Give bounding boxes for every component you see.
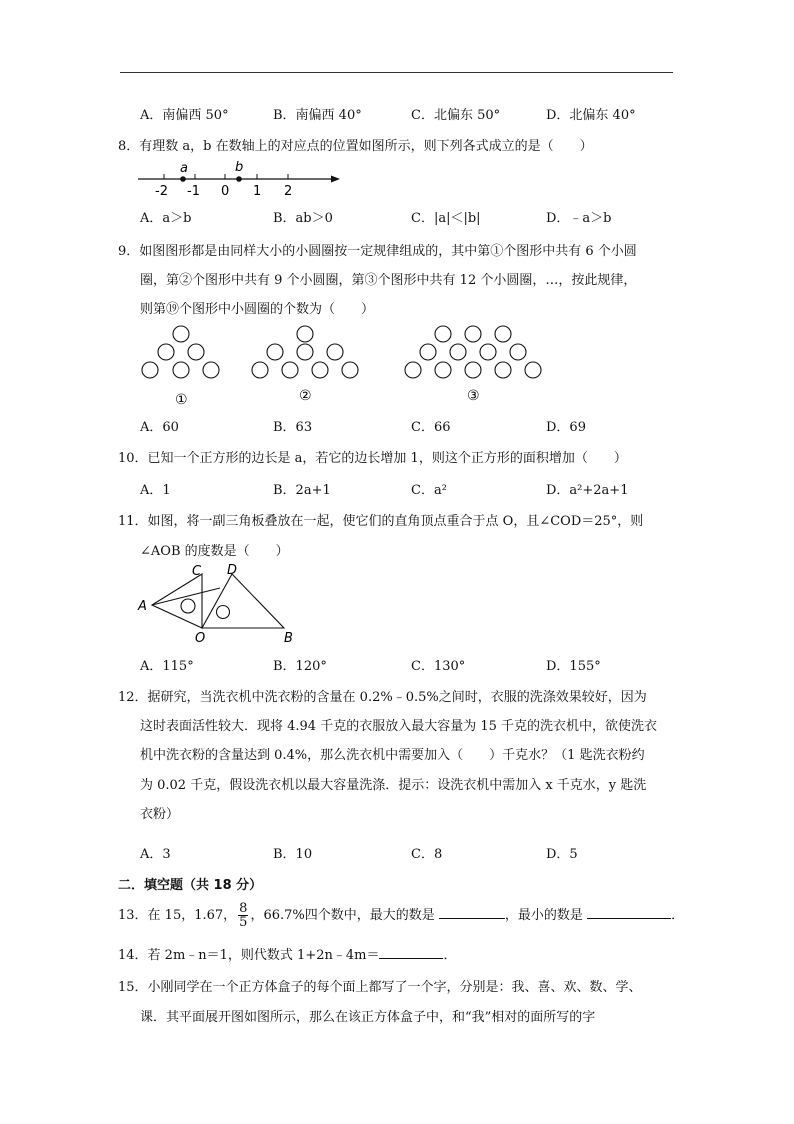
q8-option-a: A．a＞b bbox=[140, 211, 192, 226]
q13-fraction bbox=[238, 902, 248, 929]
q9-question-line-2: 圈，第②个图形中共有 9 个小圆圈，第③个图形中共有 12 个小圆圈，…，按此规律， bbox=[140, 273, 637, 288]
triangle-hole-1 bbox=[181, 599, 195, 613]
q12-question-line-4: 为 0.02 千克，假设洗衣机以最大容量洗涤．提示：设洗衣机中需加入 x 千克水，y 匙洗 bbox=[140, 778, 647, 793]
point-a bbox=[180, 176, 186, 182]
q11-triangles-figure bbox=[134, 558, 309, 648]
fig3-circle bbox=[435, 362, 451, 378]
q9-option-b: B．63 bbox=[273, 420, 313, 435]
triangle-hole-2 bbox=[217, 606, 230, 619]
label-B: B bbox=[284, 631, 293, 646]
fig3-circle bbox=[510, 344, 526, 360]
point-b-label: b bbox=[235, 160, 244, 175]
fig1-circle bbox=[173, 326, 189, 342]
q12-question-line-3: 机中洗衣粉的含量达到 0.4%，那么洗衣机中需要加入（ ）千克水？（1 匙洗衣粉约 bbox=[140, 748, 645, 763]
q13-fraction-numerator: 8 bbox=[239, 901, 248, 916]
q12-question-line-1: 12．据研究，当洗衣机中洗衣粉的含量在 0.2%﹣0.5%之间时，衣服的洗涤效果较好，因为 bbox=[118, 690, 647, 705]
fig2-circle bbox=[312, 362, 328, 378]
q14-answer-blank[interactable] bbox=[379, 946, 443, 959]
label-O: O bbox=[195, 631, 206, 646]
q11-option-d: D．155° bbox=[546, 659, 601, 674]
q13-fraction-denominator: 5 bbox=[239, 915, 248, 930]
q13-end: ． bbox=[671, 908, 685, 923]
fig2-circle bbox=[342, 362, 358, 378]
tick-label-minus-1: -1 bbox=[187, 184, 200, 199]
q7-option-b: B．南偏西 40° bbox=[273, 108, 362, 123]
q9-question-line-1: 9．如图图形都是由同样大小的小圆圈按一定规律组成的，其中第①个图形中共有 6 个小圆 bbox=[118, 244, 637, 259]
fig3-circle bbox=[465, 362, 481, 378]
q11-option-a: A．115° bbox=[140, 659, 194, 674]
section-2-heading: 二．填空题（共 18 分） bbox=[118, 878, 263, 893]
fig3-circle bbox=[420, 344, 436, 360]
q9-option-d: D．69 bbox=[546, 420, 586, 435]
q10-option-a: A．1 bbox=[140, 483, 171, 498]
q13-prefix: 13．在 15，1.67， bbox=[118, 908, 237, 923]
q14-prefix: 14．若 2m﹣n＝1，则代数式 1+2n﹣4m＝ bbox=[118, 948, 380, 963]
q12-option-d: D．5 bbox=[546, 847, 578, 862]
q10-option-c: C．a² bbox=[411, 483, 447, 498]
q7-option-c: C．北偏东 50° bbox=[411, 108, 501, 123]
q9-question-line-3: 则第⑲个图形中小圆圈的个数为（ ） bbox=[140, 302, 375, 317]
q9-circle-patterns bbox=[130, 320, 570, 410]
fig2-label: ② bbox=[299, 388, 312, 404]
q11-option-b: B．120° bbox=[273, 659, 327, 674]
q8-number-line bbox=[136, 157, 346, 199]
label-D: D bbox=[227, 563, 238, 578]
fig3-circle bbox=[465, 326, 481, 342]
tick-label-1: 1 bbox=[253, 184, 262, 199]
q15-question-line-2: 课．其平面展开图如图所示，那么在该正方体盒子中，和“我”相对的面所写的字 bbox=[140, 1010, 596, 1025]
line-A-edge bbox=[152, 588, 220, 605]
fig1-circle bbox=[173, 362, 189, 378]
fig2-circle bbox=[297, 326, 313, 342]
label-A: A bbox=[138, 599, 147, 614]
q10-option-b: B．2a+1 bbox=[273, 483, 331, 498]
fig3-circle bbox=[405, 362, 421, 378]
q13-answer-blank-1[interactable] bbox=[439, 906, 505, 919]
fig2-circle bbox=[252, 362, 268, 378]
q15-question-line-1: 15．小刚同学在一个正方体盒子的每个面上都写了一个字，分别是：我、喜、欢、数、学、 bbox=[118, 980, 642, 995]
fig3-circle bbox=[450, 344, 466, 360]
q12-question-line-5: 衣粉） bbox=[140, 807, 180, 822]
q12-option-a: A．3 bbox=[140, 847, 171, 862]
fig3-circle bbox=[435, 326, 451, 342]
fig3-label: ③ bbox=[467, 388, 480, 404]
q10-question: 10．已知一个正方形的边长是 a，若它的边长增加 1，则这个正方形的面积增加（ ） bbox=[118, 451, 627, 466]
q14-end: ． bbox=[443, 948, 457, 963]
number-line-arrow bbox=[331, 176, 340, 183]
fig3-circle bbox=[495, 362, 511, 378]
q7-option-a: A．南偏西 50° bbox=[140, 108, 229, 123]
fig1-circle bbox=[158, 344, 174, 360]
q9-option-a: A．60 bbox=[140, 420, 179, 435]
triangle-DOB bbox=[202, 574, 284, 628]
fig3-circle bbox=[495, 326, 511, 342]
fig2-circle bbox=[297, 344, 313, 360]
q13-answer-blank-2[interactable] bbox=[587, 906, 671, 919]
fig2-circle bbox=[282, 362, 298, 378]
triangle-ACO bbox=[152, 574, 202, 628]
q13-middle-2: ，最小的数是 bbox=[504, 908, 583, 923]
tick-label-0: 0 bbox=[221, 184, 230, 199]
fig2-circle bbox=[327, 344, 343, 360]
q12-option-c: C．8 bbox=[411, 847, 443, 862]
fig2-circle bbox=[267, 344, 283, 360]
q8-question: 8．有理数 a，b 在数轴上的对应点的位置如图所示，则下列各式成立的是（ ） bbox=[118, 139, 593, 154]
fig3-circle bbox=[525, 362, 541, 378]
point-b bbox=[236, 176, 242, 182]
q11-question-line-1: 11．如图，将一副三角板叠放在一起，使它们的直角顶点重合于点 O，且∠COD＝25°，则 bbox=[118, 514, 644, 529]
q12-question-line-2: 这时表面活性较大．现将 4.94 千克的衣服放入最大容量为 15 千克的洗衣机中，欲使洗衣 bbox=[140, 719, 658, 734]
q12-option-b: B．10 bbox=[273, 847, 313, 862]
q8-option-b: B．ab＞0 bbox=[273, 211, 333, 226]
q13-middle: ，66.7%四个数中，最大的数是 bbox=[250, 908, 435, 923]
header-rule bbox=[120, 72, 673, 73]
tick-label-2: 2 bbox=[284, 184, 293, 199]
q14-question bbox=[118, 944, 456, 963]
q8-option-c: C．|a|＜|b| bbox=[411, 211, 481, 226]
q11-question-line-2: ∠AOB 的度数是（ ） bbox=[140, 544, 289, 559]
q9-option-c: C．66 bbox=[411, 420, 451, 435]
q8-option-d: D．﹣a＞b bbox=[546, 211, 612, 226]
q13-question bbox=[118, 902, 684, 929]
fig1-circle bbox=[188, 344, 204, 360]
point-a-label: a bbox=[180, 161, 188, 176]
tick-label-minus-2: -2 bbox=[155, 184, 168, 199]
fig3-circle bbox=[480, 344, 496, 360]
q11-option-c: C．130° bbox=[411, 659, 466, 674]
fig1-circle bbox=[203, 362, 219, 378]
q7-option-d: D．北偏东 40° bbox=[546, 108, 636, 123]
q10-option-d: D．a²+2a+1 bbox=[546, 483, 629, 498]
fig1-label: ① bbox=[175, 392, 188, 408]
fig1-circle bbox=[142, 362, 158, 378]
label-C: C bbox=[192, 564, 202, 579]
